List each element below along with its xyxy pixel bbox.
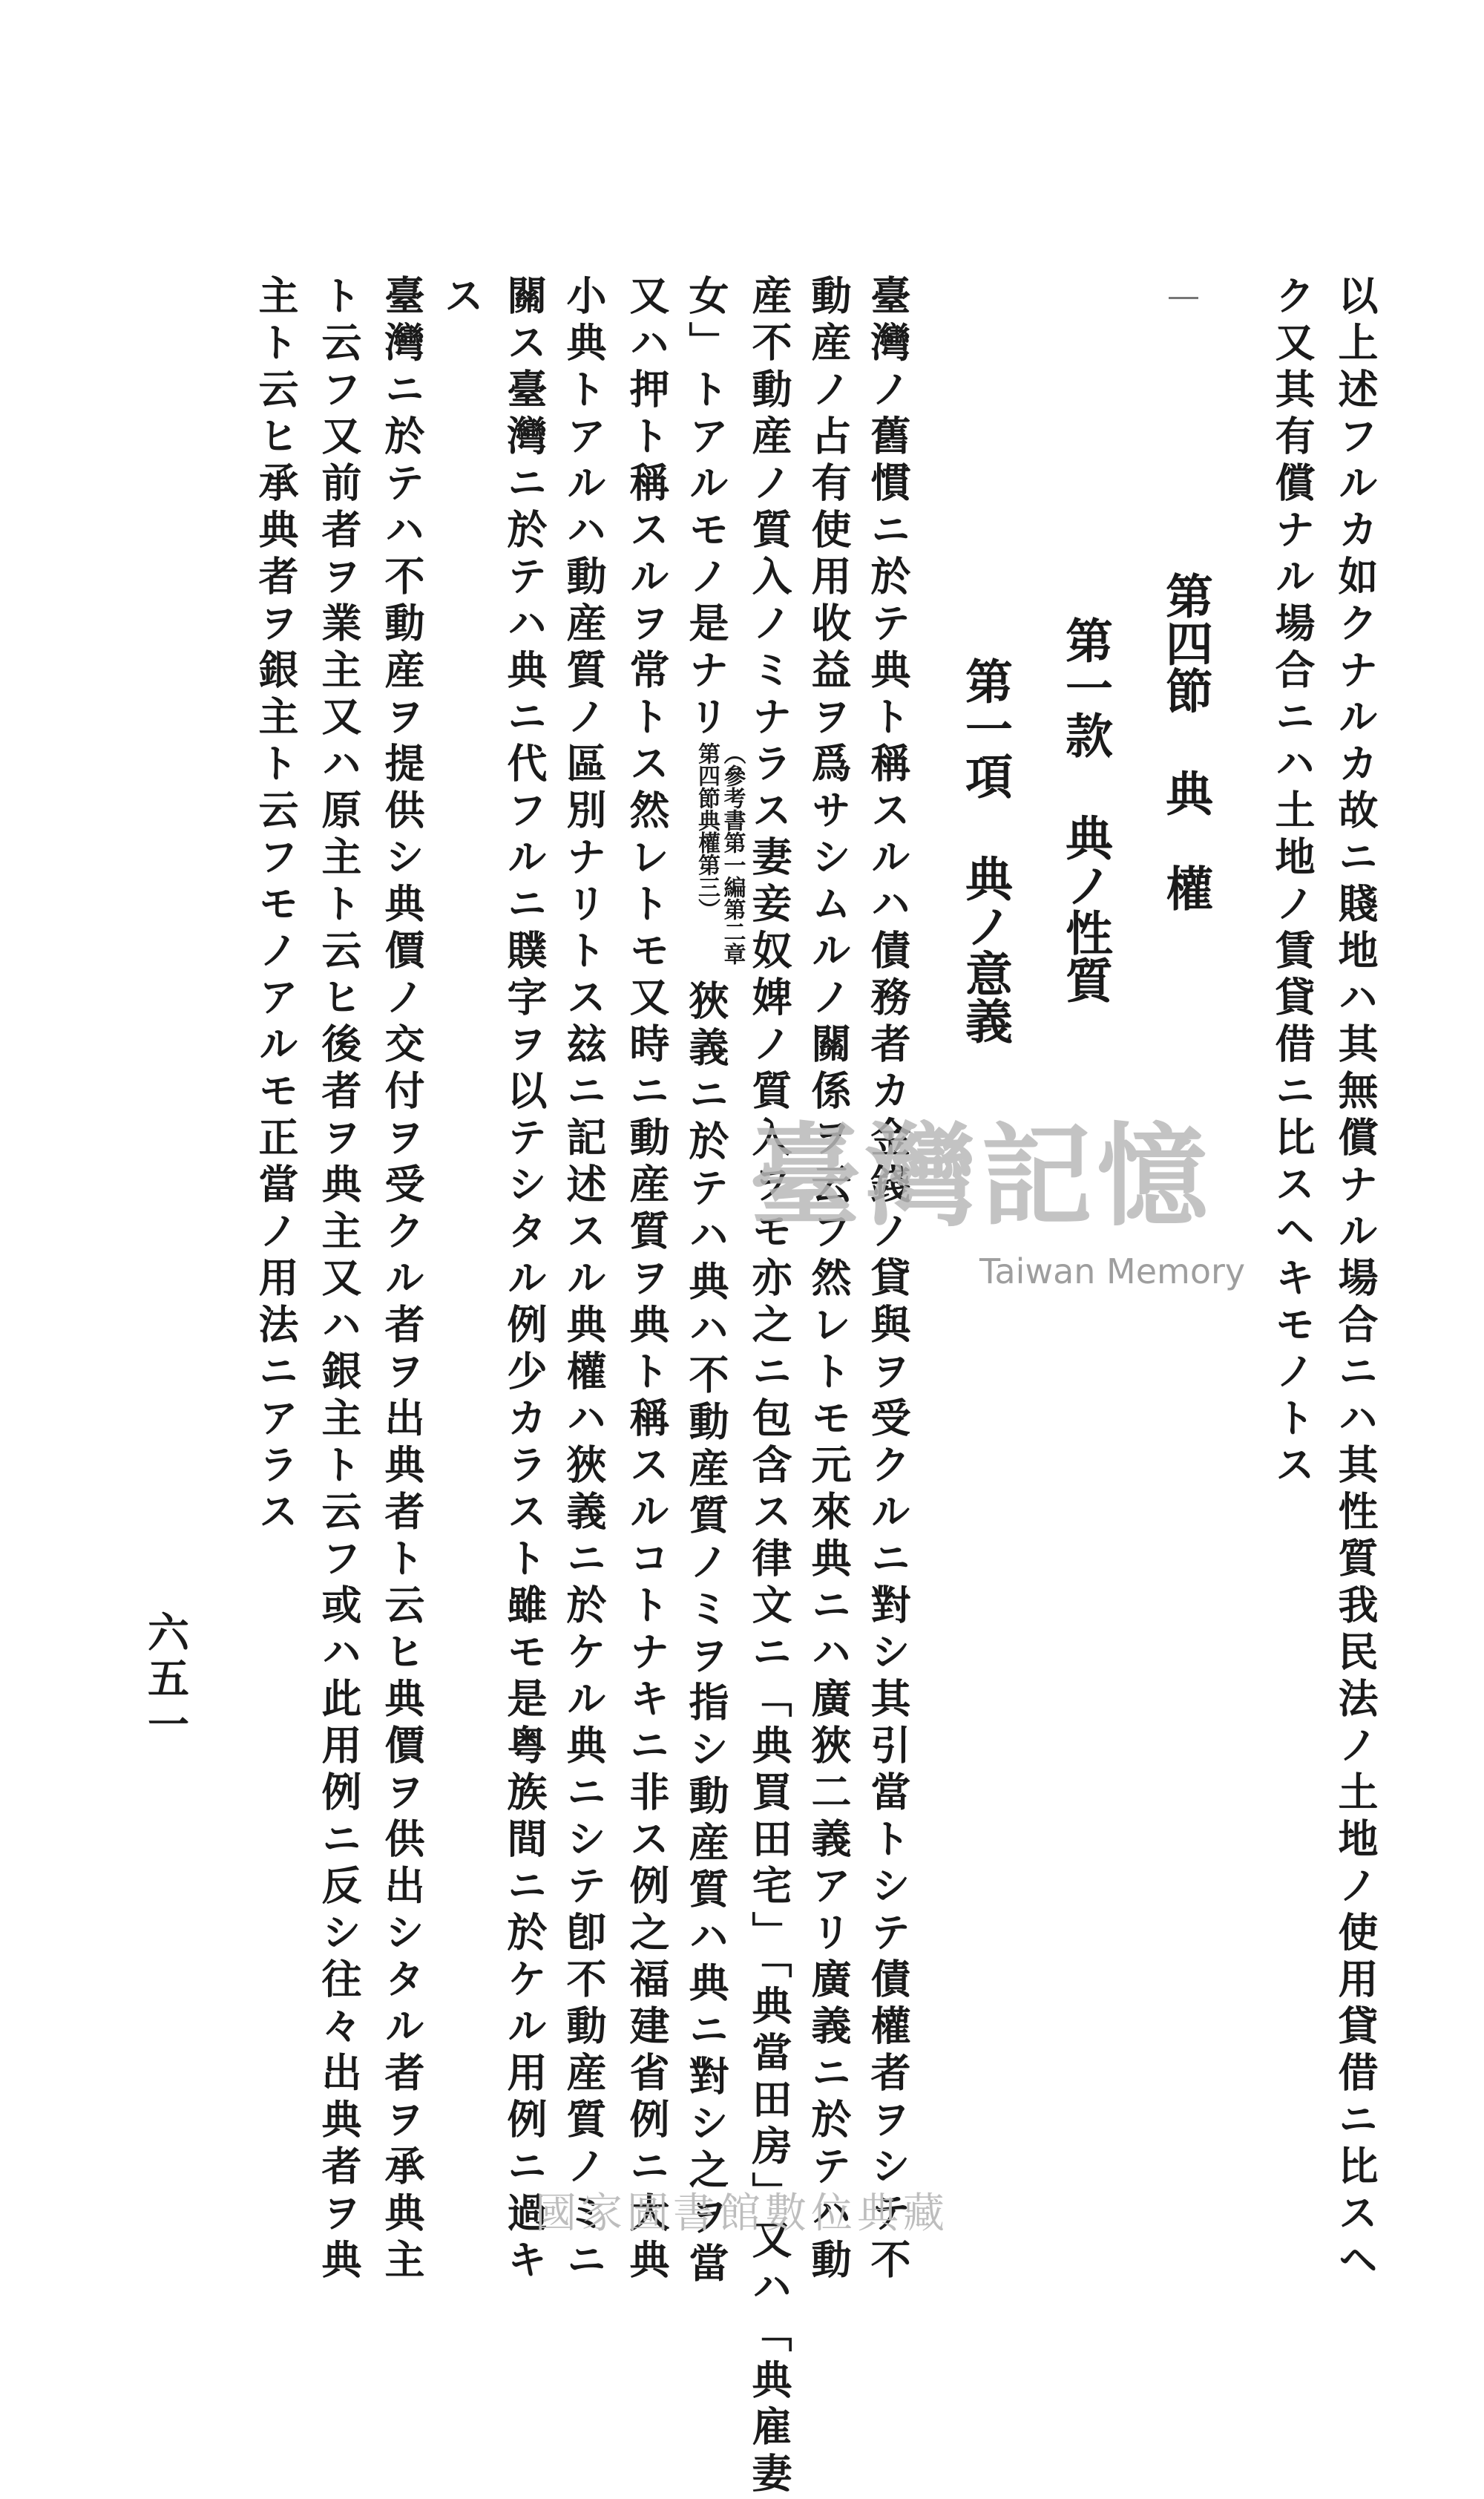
text-column-7: 又ハ押ト稱スルヲ常トス然レトモ又時ニ動産質ヲ典ト稱スルコトナキニ非ス例之福建省例ニ大典	[623, 275, 671, 2285]
footer-credit: 國家圖書館數位典藏	[535, 2190, 949, 2238]
watermark-logo: 臺灣記憶	[749, 1111, 1213, 1242]
text-column-5: 産不動産ノ質入ノミナラス妻妾奴婢ノ質入ヲモ亦之ニ包含ス律文ニ「典買田宅」「典當田房」又ハ「典雇妻	[746, 275, 793, 2499]
text-column-13: 主ト云ヒ承典者ヲ銀主ト云フモノアルモ正當ノ用法ニアラス	[252, 275, 300, 1537]
section-heading: 第四節 典 權	[1158, 571, 1212, 911]
text-column-12: ト云フ又前者ヲ業主又ハ原主ト云ヒ後者ヲ典主又ハ銀主ト云フ或ハ此用例ニ反シ往々出典者ヲ典	[315, 275, 363, 2285]
text-column-10: ス	[438, 275, 485, 321]
watermark-subtitle: Taiwan Memory	[979, 1251, 1246, 1291]
text-column-11: 臺灣ニ於テハ不動産ヲ提供シ典價ノ交付ヲ受クル者ヲ出典者ト云ヒ典價ヲ供出シタル者ヲ承典主	[378, 275, 426, 2285]
taiwan-memory-watermark	[749, 1111, 1269, 1314]
subsection-heading: 第一款 典ノ性質	[1057, 616, 1112, 1003]
text-column-3: 臺灣ノ舊慣ニ於テ典ト稱スルハ債務者カ金錢ノ貸與ヲ受クルニ對シ其引當トシテ債權者ヲシテ不	[864, 275, 912, 2285]
text-column-6-start: 女」トアルモノ是ナリ	[683, 275, 730, 742]
text-column-4: 動産ノ占有使用收益ヲ爲サシムルノ關係ヲ云フ然レトモ元來典ニハ廣狹二義アリ廣義ニ於テハ動	[805, 275, 853, 2285]
item-heading: 第一項 典ノ意義	[957, 657, 1012, 1044]
reference-note: （參考書第一編第二章第四節典權第三）	[694, 742, 746, 965]
text-column-9: 關ス臺灣ニ於テハ典ニ代フルニ贌字ヲ以テシタル例少カラスト雖モ是粤族間ニ於ケル用例ニ過キ	[501, 275, 548, 2285]
page-number: 六五一	[141, 1611, 190, 1749]
text-column-1: 以上述フルカ如クナルカ故ニ賤地ハ其無償ナル場合ニハ其性質我民法ノ土地ノ使用貸借ニ比スヘ	[1332, 275, 1379, 2285]
text-column-2: ク又其有償ナル場合ニハ土地ノ賃貸借ニ比スヘキモノトス	[1269, 275, 1316, 1490]
text-column-6	[683, 275, 746, 2289]
separator-mark	[1169, 297, 1198, 299]
text-column-6-end: 狹義ニ於テハ典ハ不動産質ノミヲ指シ動産質ハ典ニ對シ之ヲ當	[683, 980, 730, 2289]
text-column-8: 小典トアルハ動産質ノ區別ナリトス玆ニ記述スル典權ハ狹義ニ於ケル典ニシテ卽不動産質ノミニ	[560, 275, 608, 2285]
